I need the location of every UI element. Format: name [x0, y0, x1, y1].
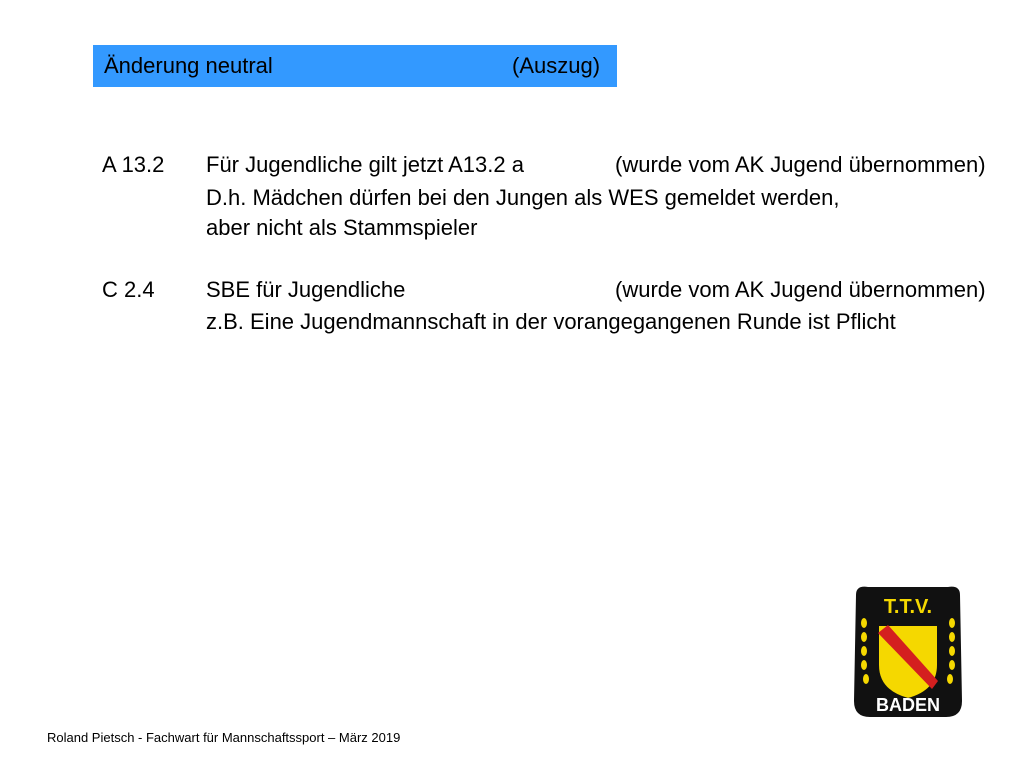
entry-code: A 13.2 — [102, 152, 165, 177]
crest-top-text: T.T.V. — [883, 596, 933, 618]
entry-text: SBE für Jugendliche — [206, 277, 406, 302]
ttv-baden-crest-icon — [848, 583, 968, 723]
entry-detail: aber nicht als Stammspieler — [206, 215, 478, 240]
entry-note: (wurde vom AK Jugend übernommen) — [615, 152, 986, 177]
title-bar — [93, 45, 617, 87]
footer-text: Roland Pietsch - Fachwart für Mannschaftssport – März 2019 — [47, 730, 401, 745]
entry-text: Für Jugendliche gilt jetzt A13.2 a — [206, 152, 524, 177]
entry-detail: D.h. Mädchen dürfen bei den Jungen als WES gemeldet werden, — [206, 185, 840, 210]
entry-note: (wurde vom AK Jugend übernommen) — [615, 277, 986, 302]
slide-subtitle: (Auszug) — [512, 53, 601, 78]
slide-title: Änderung neutral — [104, 53, 273, 78]
entry-detail: z.B. Eine Jugendmannschaft in der vorangegangenen Runde ist Pflicht — [206, 309, 896, 334]
entry-code: C 2.4 — [102, 277, 155, 302]
crest-bottom-text: BADEN — [875, 695, 941, 715]
